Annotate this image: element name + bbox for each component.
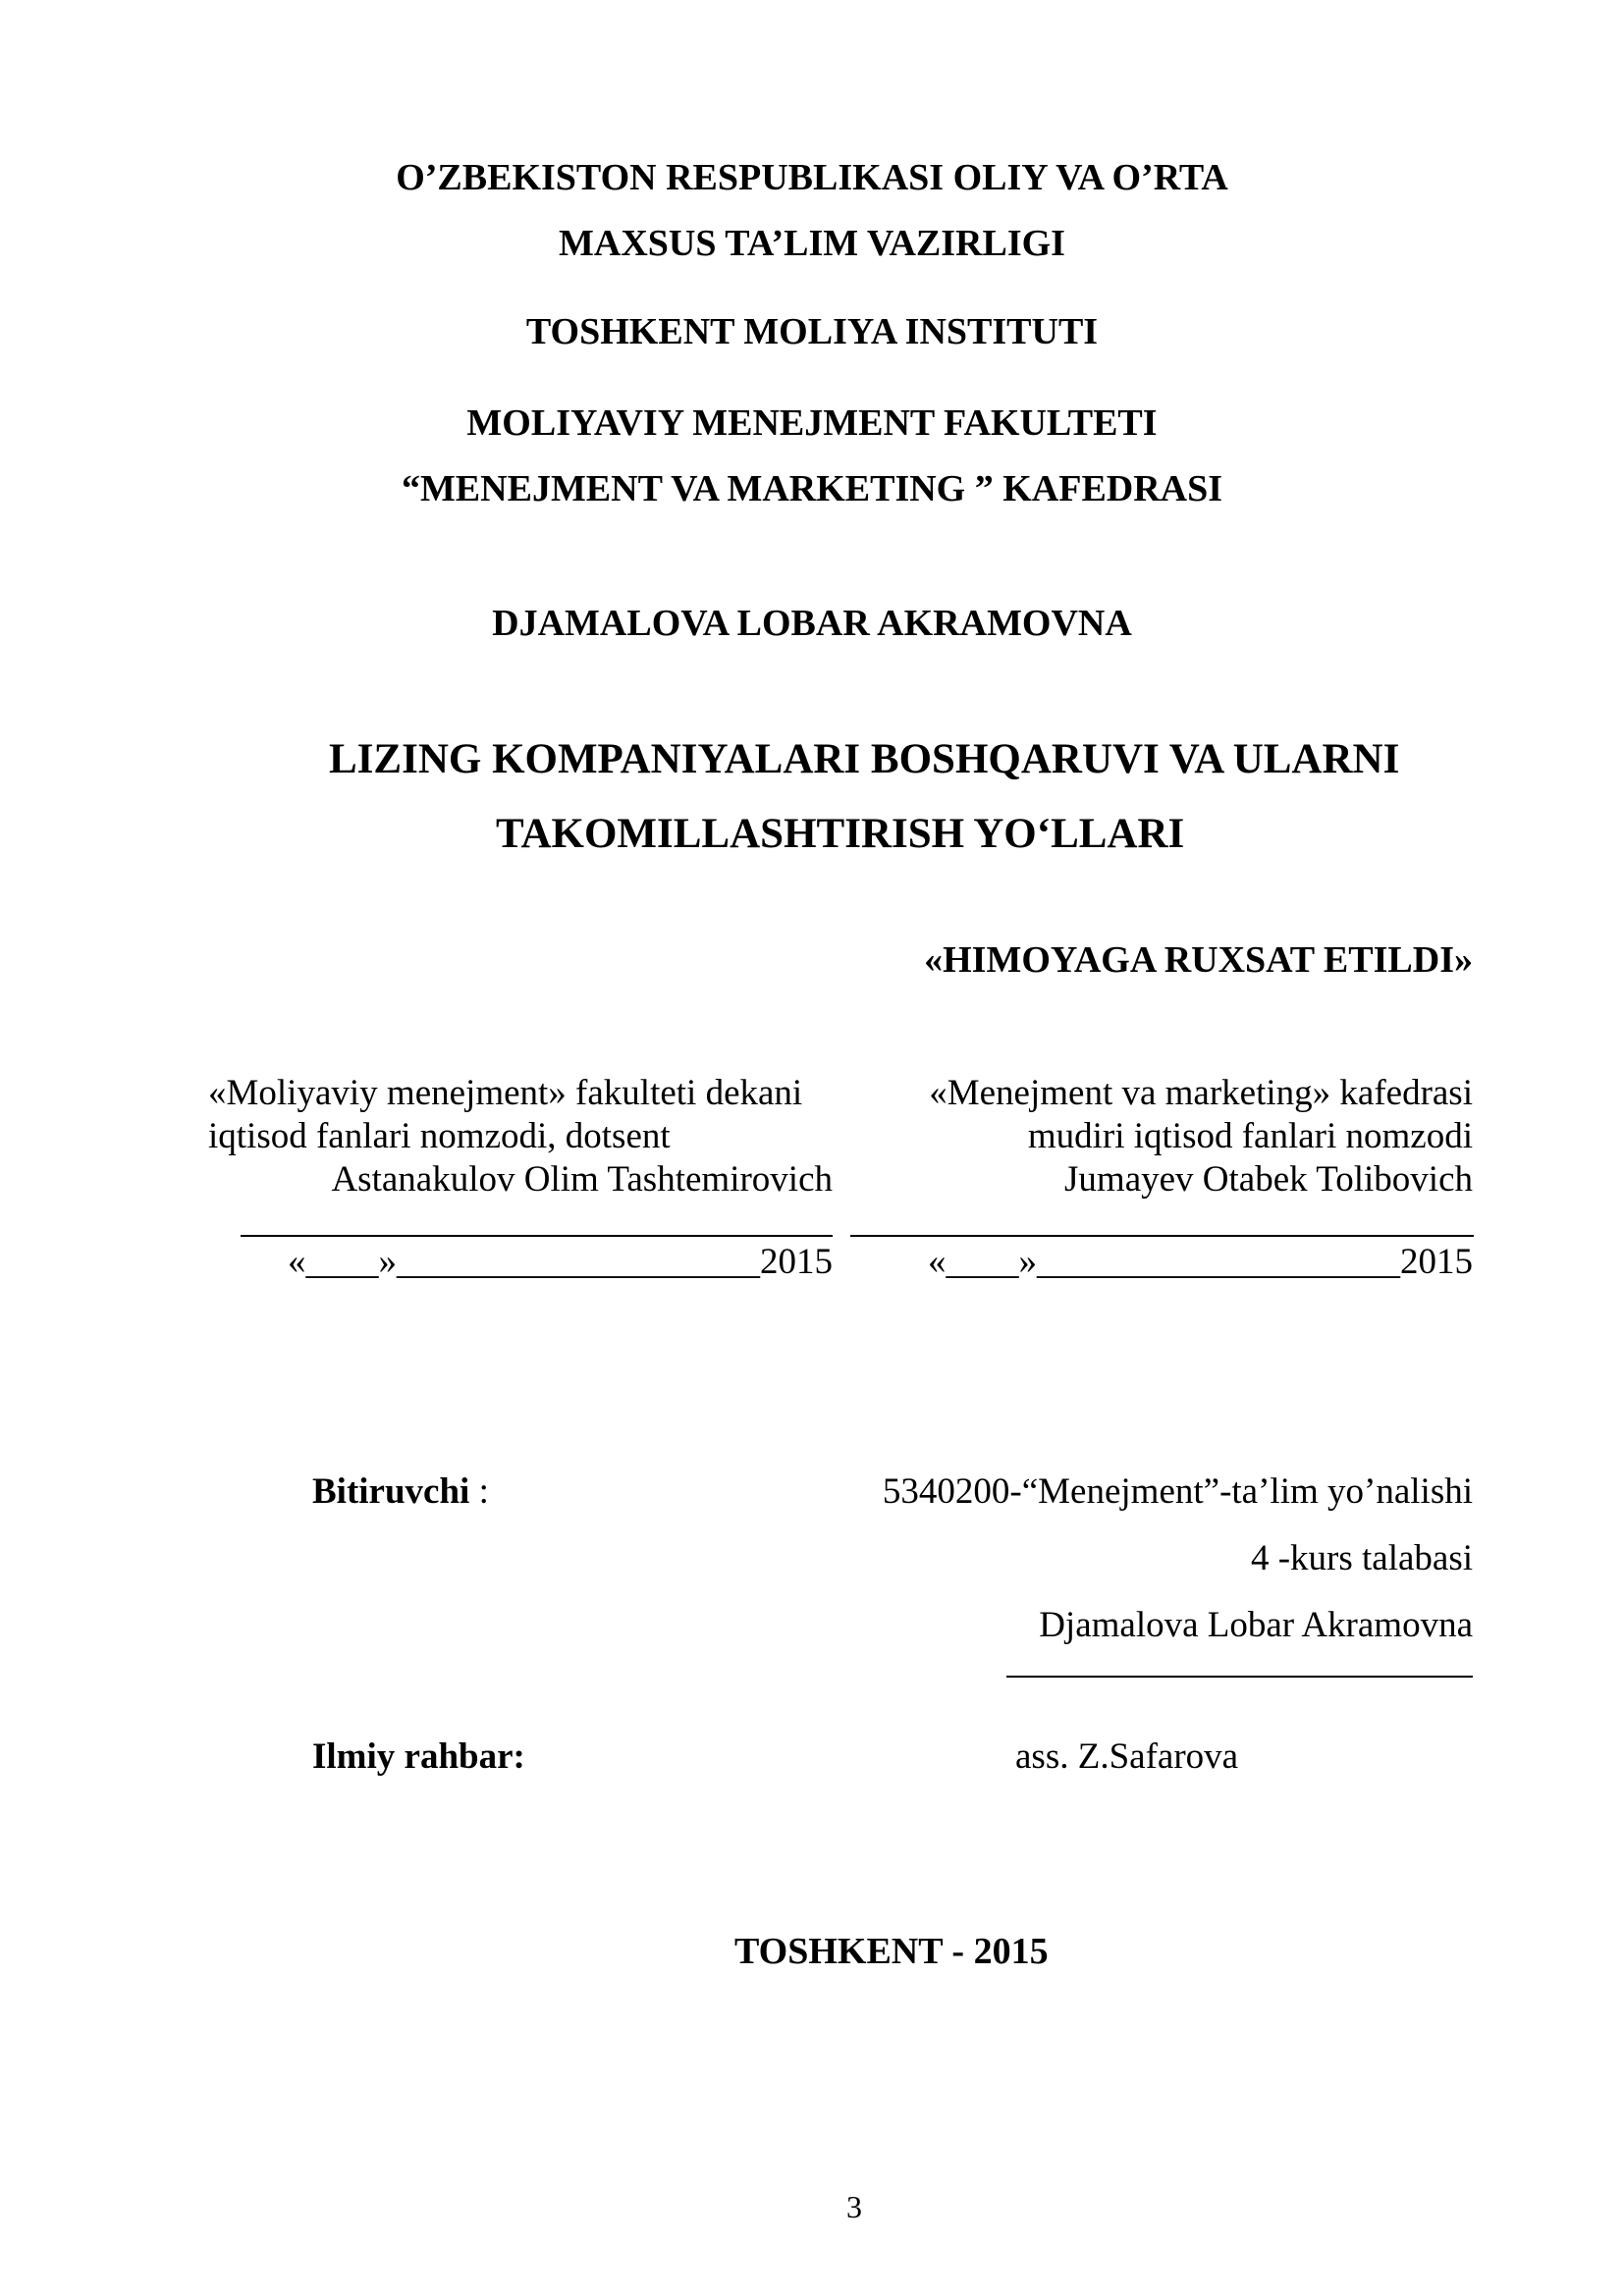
approver-left-signature-line: [241, 1235, 833, 1237]
approver-left-position: «Moliyaviy menejment» fakulteti dekani: [208, 1073, 803, 1113]
approver-right-signature-line: [850, 1235, 1474, 1237]
ministry-line-1: O’ZBEKISTON RESPUBLIKASI OLIY VA O’RTA: [396, 157, 1228, 198]
thesis-title-line-1: LIZING KOMPANIYALARI BOSHQARUVI VA ULARNI: [329, 736, 1400, 782]
city-year: TOSHKENT - 2015: [734, 1931, 1049, 1972]
approver-left-degree: iqtisod fanlari nomzodi, dotsent: [208, 1116, 671, 1156]
thesis-title-line-2: TAKOMILLASHTIRISH YO‘LLARI: [496, 811, 1185, 857]
graduate-name: Djamalova Lobar Akramovna: [1039, 1605, 1473, 1645]
supervisor-name: ass. Z.Safarova: [1015, 1736, 1239, 1777]
graduate-specialty: 5340200-“Menejment”-ta’lim yo’nalishi: [882, 1471, 1473, 1512]
approver-right-position: «Menejment va marketing» kafedrasi: [929, 1073, 1473, 1113]
approver-left-date-line: «____»____________________2015: [288, 1242, 833, 1282]
page-number: 3: [846, 2189, 862, 2224]
author-name: DJAMALOVA LOBAR AKRAMOVNA: [492, 603, 1132, 644]
graduate-course: 4 -kurs talabasi: [1250, 1538, 1473, 1578]
approver-right-date-line: «____»____________________2015: [928, 1242, 1473, 1282]
ministry-line-2: MAXSUS TA’LIM VAZIRLIGI: [559, 223, 1065, 264]
graduate-label-suffix: :: [469, 1471, 489, 1512]
faculty-name: MOLIYAVIY MENEJMENT FAKULTETI: [466, 402, 1158, 444]
graduate-label: Bitiruvchi: [312, 1471, 470, 1512]
approval-heading: «HIMOYAGA RUXSAT ETILDI»: [924, 939, 1473, 981]
graduate-signature-line: [1006, 1676, 1473, 1678]
graduate-label-group: [312, 1470, 489, 1514]
approver-left-name: Astanakulov Olim Tashtemirovich: [331, 1159, 833, 1200]
supervisor-label: Ilmiy rahbar:: [312, 1736, 525, 1777]
department-name: “MENEJMENT VA MARKETING ” KAFEDRASI: [401, 468, 1223, 509]
approver-right-name: Jumayev Otabek Tolibovich: [1064, 1159, 1473, 1200]
approver-right-degree: mudiri iqtisod fanlari nomzodi: [1027, 1116, 1473, 1156]
institute-name: TOSHKENT MOLIYA INSTITUTI: [525, 311, 1099, 352]
